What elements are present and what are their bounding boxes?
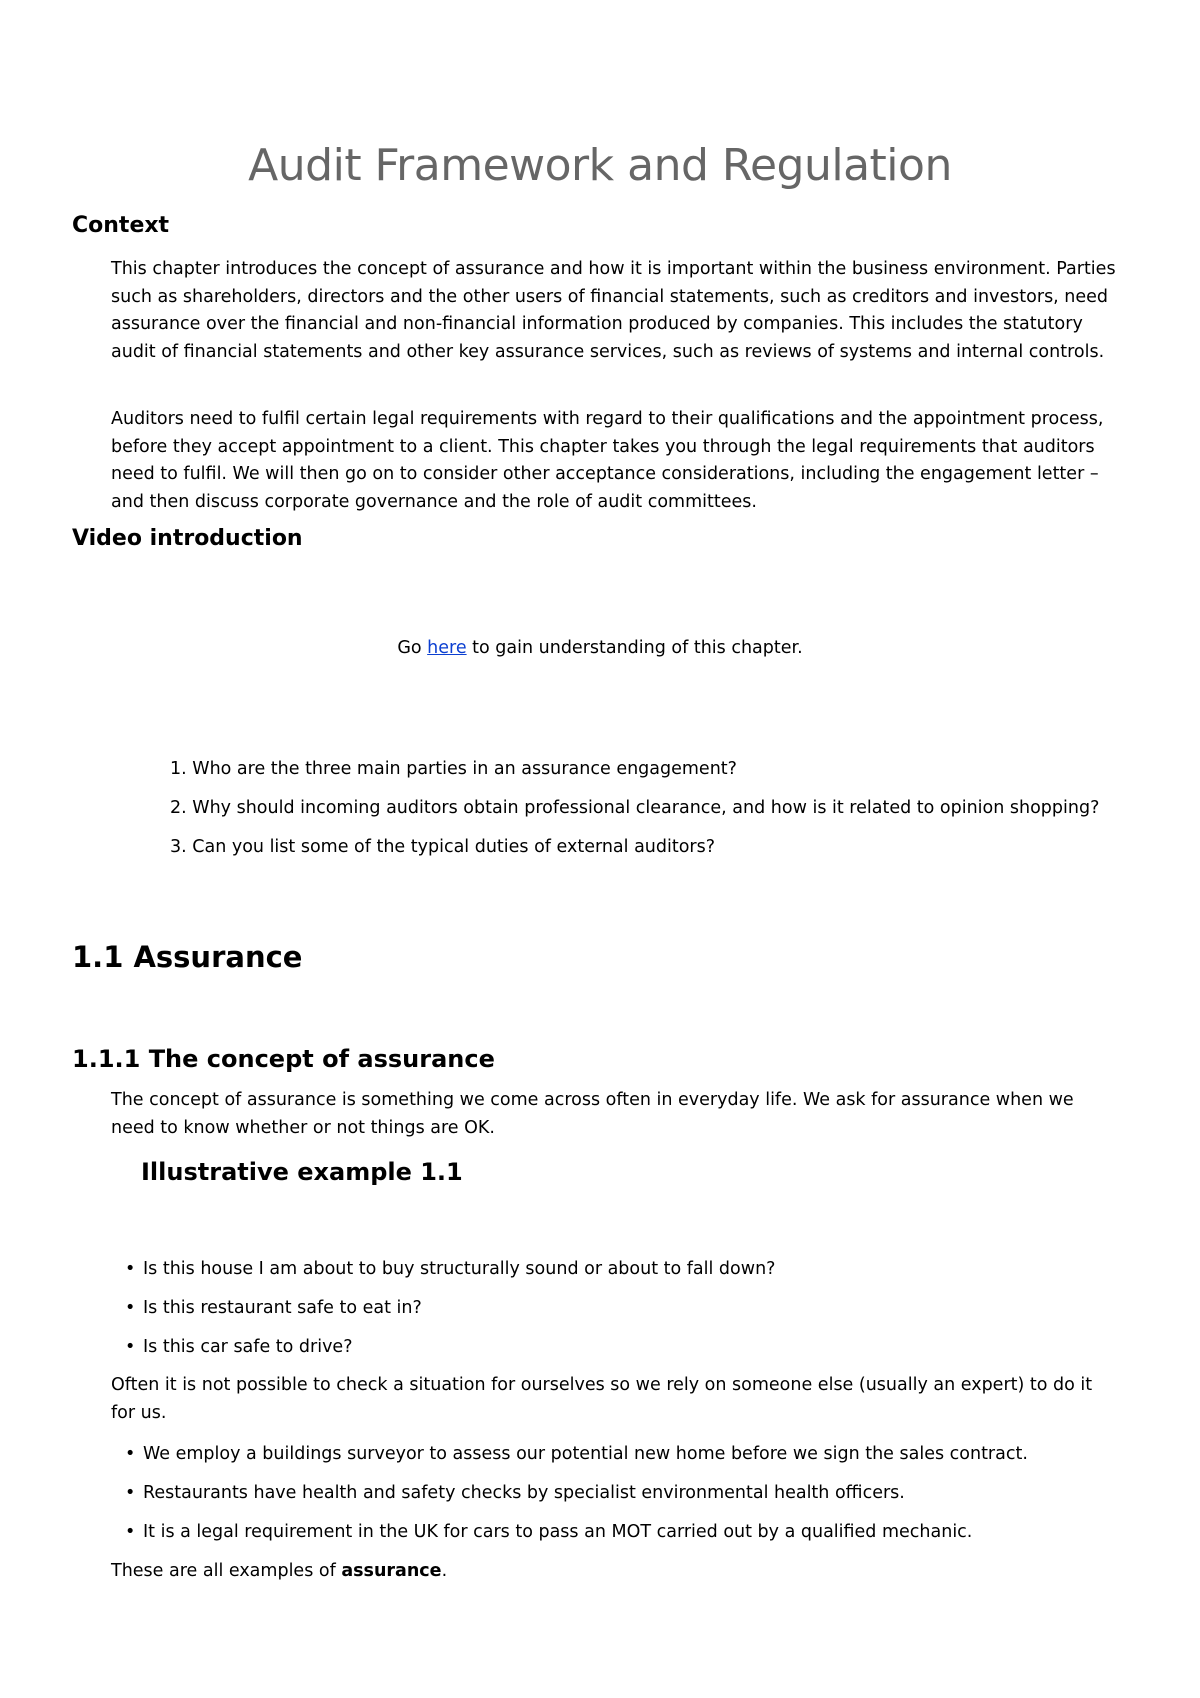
closing-suffix: . <box>441 1561 448 1581</box>
video-link[interactable]: here <box>427 638 467 658</box>
context-paragraph-1-text: This chapter introduces the concept of assurance and how it is important within the business environment. Parties such as shareholders, directors and the other users of financial statements, such as creditors and investors, need assurance over the financial and non-financial information produced by companies. This includes the statutory audit of financial statements and other key assurance services, such as reviews of systems and internal controls. <box>111 259 1116 362</box>
assurance-intro <box>111 1087 1121 1142</box>
assurance-middle-text: Often it is not possible to check a situation for ourselves so we rely on someone else (usually an expert) to do it for us. <box>111 1375 1093 1423</box>
section-heading: 1.1 Assurance <box>72 940 303 974</box>
video-heading: Video introduction <box>72 526 303 551</box>
question-item: 3. Can you list some of the typical duties of external auditors? <box>170 837 716 857</box>
assurance-closing <box>111 1558 1121 1586</box>
question-item: 2. Why should incoming auditors obtain professional clearance, and how is it related to opinion shopping? <box>170 798 1100 818</box>
closing-bold-term: assurance <box>341 1561 442 1581</box>
example-bullet: • Is this restaurant safe to eat in? <box>125 1298 422 1318</box>
assurance-intro-text: The concept of assurance is something we come across often in everyday life. We ask for assurance when we need to know whether or not things are OK. <box>111 1090 1074 1138</box>
context-paragraph-2-text: Auditors need to fulfil certain legal requirements with regard to their qualifications and the appointment process, before they accept appointment to a client. This chapter takes you through the legal requirements that auditors need to fulfil. We will then go on to consider other acceptance considerations, including the engagement letter – and then discuss corporate governance and the role of audit committees. <box>111 409 1104 512</box>
context-heading: Context <box>72 213 170 238</box>
video-link-line <box>0 635 1200 661</box>
document-title: Audit Framework and Regulation <box>248 140 952 191</box>
example-heading: Illustrative example 1.1 <box>141 1158 463 1186</box>
example-bullet: • Is this house I am about to buy structurally sound or about to fall down? <box>125 1259 776 1279</box>
assurance-middle <box>111 1372 1121 1427</box>
answer-bullet: • Restaurants have health and safety checks by specialist environmental health officers. <box>125 1483 905 1503</box>
closing-prefix: These are all examples of <box>111 1561 342 1581</box>
video-link-prefix: Go <box>397 638 428 658</box>
context-paragraph-1 <box>111 256 1121 366</box>
answer-bullet: • It is a legal requirement in the UK for cars to pass an MOT carried out by a qualified mechanic. <box>125 1522 973 1542</box>
example-bullet: • Is this car safe to drive? <box>125 1337 353 1357</box>
question-item: 1. Who are the three main parties in an assurance engagement? <box>170 759 737 779</box>
answer-bullet: • We employ a buildings surveyor to assess our potential new home before we sign the sales contract. <box>125 1444 1028 1464</box>
context-paragraph-2 <box>111 406 1121 516</box>
subsection-heading: 1.1.1 The concept of assurance <box>72 1045 495 1073</box>
video-link-suffix: to gain understanding of this chapter. <box>466 638 803 658</box>
